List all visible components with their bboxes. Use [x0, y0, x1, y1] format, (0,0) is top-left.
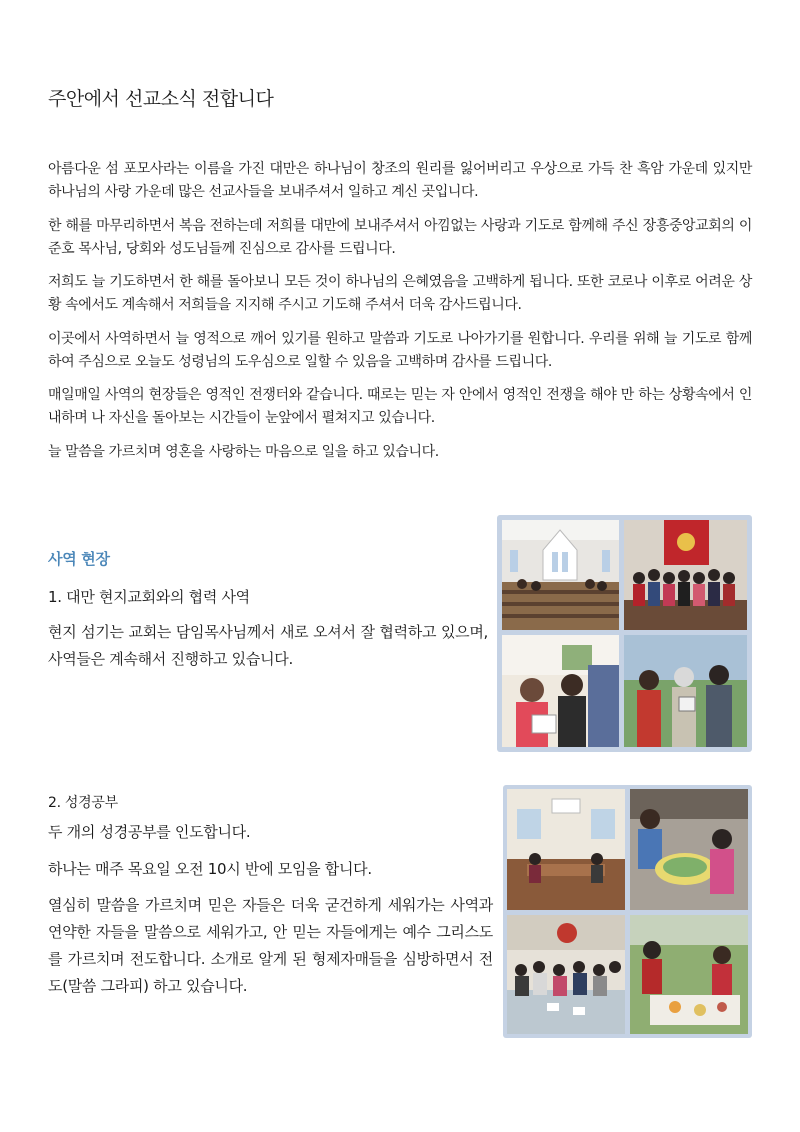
photo-congregation-group — [624, 520, 747, 630]
intro-paragraph-5: 매일매일 사역의 현장들은 영적인 전쟁터와 같습니다. 때로는 믿는 자 안에서 영적인 전쟁을 해야 만 하는 상황속에서 인내하며 나 자신을 돌아보는 시간들이 눈앞에서 펼쳐지고 있습니다. — [48, 387, 752, 426]
section-title: 사역 현장 — [48, 550, 110, 568]
item2-line-2: 하나는 매주 목요일 오전 10시 반에 모임을 합니다. — [48, 860, 372, 878]
photo-outdoor-gift — [624, 635, 747, 747]
intro-paragraph-2: 한 해를 마무리하면서 복음 전하는데 저희를 대만에 보내주셔서 아낌없는 사랑과 기도로 함께해 주신 장흥중앙교회의 이준호 목사님, 당회와 성도님들께 진심으로 감사를 드립니다. — [48, 218, 752, 257]
intro-paragraph-3: 저희도 늘 기도하면서 한 해를 돌아보니 모든 것이 하나님의 은혜였음을 고백하게 됩니다. 또한 코로나 이후로 어려운 상황 속에서도 계속해서 저희들을 지지해 주시고 기도해 주셔서 더욱 감사드립니다. — [48, 274, 752, 313]
photo-outdoor-meal — [630, 915, 748, 1034]
item2-line-1: 두 개의 성경공부를 인도합니다. — [48, 823, 251, 841]
photo-study-room — [507, 789, 625, 910]
photo-church-interior — [502, 520, 619, 630]
item1-body: 현지 섬기는 교회는 담임목사님께서 새로 오셔서 잘 협력하고 있으며, 사역들은 계속해서 진행하고 있습니다. — [48, 623, 488, 668]
photo-study-table — [507, 915, 625, 1034]
page-title: 주안에서 선교소식 전합니다 — [48, 88, 274, 110]
item1-heading: 1. 대만 현지교회와의 협력 사역 — [48, 588, 250, 606]
intro-paragraph-4: 이곳에서 사역하면서 늘 영적으로 깨어 있기를 원하고 말씀과 기도로 나아가기를 원합니다. 우리를 위해 늘 기도로 함께하여 주심으로 오늘도 성령님의 도우심으로 일할 수 있음을 고백하며 감사를 드립니다. — [48, 331, 752, 370]
item2-line-3: 열심히 말씀을 가르치며 믿은 자들은 더욱 굳건하게 세워가는 사역과 연약한 자들을 말씀으로 세워가고, 안 믿는 자들에게는 예수 그리스도를 가르치며 전도합니다. 소개로 알게 된 형제자매들을 심방하면서 전도(말씀 그라피) 하고 있습니다. — [48, 896, 493, 995]
photo-outdoor-food — [630, 789, 748, 910]
item2-heading: 2. 성경공부 — [48, 795, 118, 811]
photo-collage-bible-study — [503, 785, 752, 1038]
intro-paragraph-6: 늘 말씀을 가르치며 영혼을 사랑하는 마음으로 일을 하고 있습니다. — [48, 444, 439, 460]
photo-gift-handout — [502, 635, 619, 747]
intro-paragraph-1: 아름다운 섬 포모사라는 이름을 가진 대만은 하나님이 창조의 원리를 잃어버리고 우상으로 가득 찬 흑암 가운데 있지만 하나님의 사랑 가운데 많은 선교사들을 보내주셔서 일하고 계신 곳입니다. — [48, 161, 752, 200]
photo-collage-church — [497, 515, 752, 752]
